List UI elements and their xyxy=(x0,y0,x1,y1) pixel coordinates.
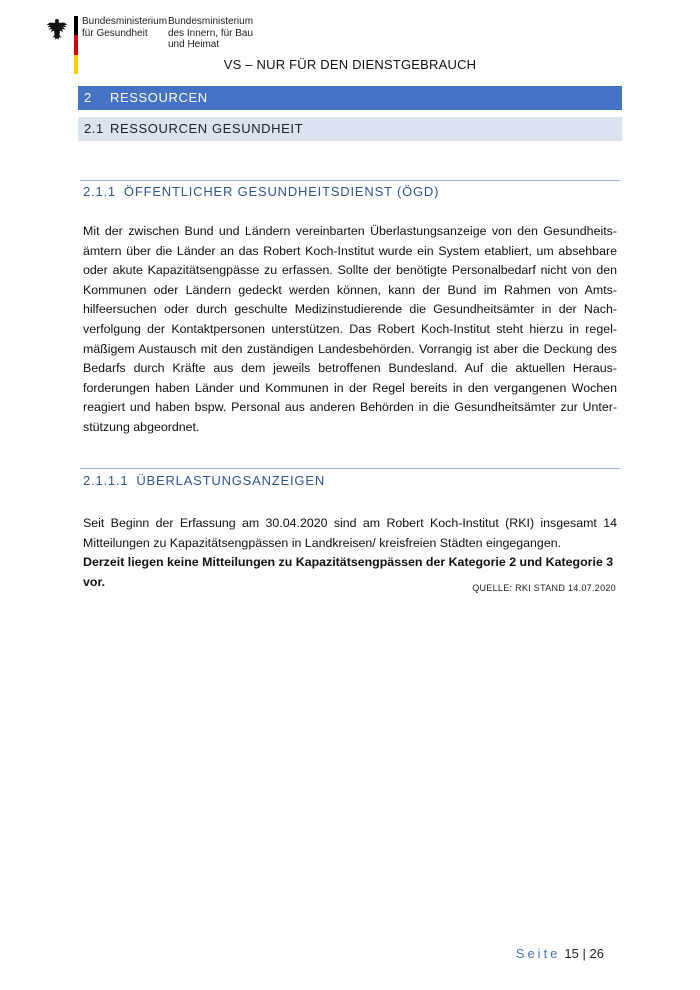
section-divider xyxy=(80,468,620,469)
section-title: ÖFFENTLICHER GESUNDHEITSDIENST (ÖGD) xyxy=(123,184,440,199)
section-number: 2.1.1 xyxy=(83,184,116,199)
body-text: Mit der zwischen Bund und Ländern vereinbarten Überlastungsanzeige von den Gesundheitsämtern über die Länder an das Robert Koch-Institut wurde ein System etabliert, um absehbare oder akute Kapazitätsengpässe zu erfassen. Sollte der benötigte Personalbedarf nicht von den Kommunen oder Ländern gedeckt werden können, kann der Bund im Rahmen von Amtshilfeersuchen oder durch geschulte Medizinstudierende die Gesundheitsämter in der Nachverfolgung der Kontaktpersonen unterstützen. Das Robert Koch-Institut steht hierzu in regelmäßigem Austausch mit den zuständigen Landesbehörden. Vorrangig ist aber die Deckung des Bedarfs durch Kräfte aus dem jeweils betroffenen Bundesland. Auf die aktuellen Herausforderungen haben Länder und Kommunen in der Regel bereits in den vergangenen Wochen reagiert und haben bspw. Personal aus anderen Behörden in die Gesundheitsämter zur Unterstützung abgeordnet. xyxy=(83,224,617,434)
page-total: 26 xyxy=(589,946,604,961)
section-number: 2.1.1.1 xyxy=(83,473,129,488)
body-text-bold: Derzeit liegen keine Mitteilungen zu Kapazitätsengpässen der Kategorie 2 und Kategorie 3 vor. xyxy=(83,555,614,589)
page-number xyxy=(516,946,604,961)
section-divider xyxy=(80,180,620,181)
page-label: Seite xyxy=(515,946,561,961)
section-number: 2 xyxy=(84,90,92,105)
ministry-health-name: Bundesministerium für Gesundheit xyxy=(82,16,168,39)
flag-stripe-red xyxy=(74,35,78,54)
section-heading-2-1-1-1 xyxy=(83,473,325,488)
classification-label: VS – NUR FÜR DEN DIENSTGEBRAUCH xyxy=(223,57,477,72)
ministry-interior-name: Bundesministerium des Innern, für Bau und Heimat xyxy=(168,16,254,50)
section-heading-2-1-1 xyxy=(83,184,439,199)
flag-stripe-black xyxy=(74,16,78,35)
source-note: QUELLE: RKI STAND 14.07.2020 xyxy=(472,583,616,593)
section-title: ÜBERLASTUNGSANZEIGEN xyxy=(136,473,326,488)
section-title: RESSOURCEN GESUNDHEIT xyxy=(110,121,304,136)
oegd-paragraph xyxy=(83,222,617,438)
section-number: 2.1 xyxy=(84,121,104,136)
body-text: Seit Beginn der Erfassung am 30.04.2020 sind am Robert Koch-Institut (RKI) insgesamt 14 Mitteilungen zu Kapazitätsengpässen in Landkreisen/ kreisfreien Städten eingegangen. xyxy=(83,516,617,550)
section-heading-2-1 xyxy=(78,117,622,141)
section-heading-2 xyxy=(78,86,622,110)
page-separator: | xyxy=(582,946,586,961)
federal-eagle-icon xyxy=(46,18,68,42)
overload-paragraph xyxy=(83,514,617,592)
page-current: 15 xyxy=(564,946,579,961)
section-title: RESSOURCEN xyxy=(110,90,208,105)
